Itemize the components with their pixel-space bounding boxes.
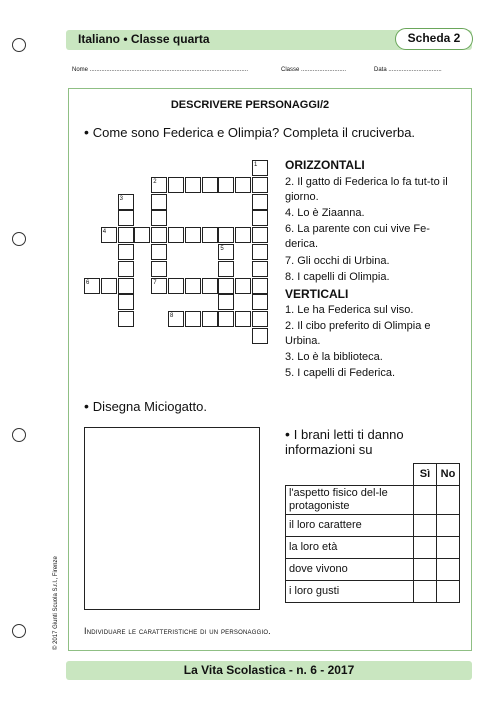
row-label: il loro carattere xyxy=(286,514,414,536)
checkbox-no[interactable] xyxy=(437,558,460,580)
checkbox-no[interactable] xyxy=(437,514,460,536)
crossword-cell[interactable] xyxy=(168,227,184,243)
date-field: Data ................................ xyxy=(374,67,442,73)
binder-hole-3 xyxy=(12,428,26,442)
column-si: Sì xyxy=(414,464,437,486)
clues-vertical-heading: VERTICALI xyxy=(285,287,349,301)
checkbox-si[interactable] xyxy=(414,514,437,536)
clue-v3: 3. Lo è la biblioteca. xyxy=(285,351,383,363)
question-draw-text: Disegna Miciogatto. xyxy=(92,399,207,414)
crossword-cell[interactable] xyxy=(252,311,268,327)
table-row xyxy=(286,558,460,580)
crossword-cell[interactable] xyxy=(252,194,268,210)
crossword-number: 3 xyxy=(119,195,123,202)
clue-h6: 6. La parente con cui vive Fe-derica. xyxy=(285,223,430,250)
crossword-cell[interactable] xyxy=(202,227,218,243)
checkbox-si[interactable] xyxy=(414,536,437,558)
clue-h4: 4. Lo è Ziaanna. xyxy=(285,207,365,219)
binder-hole-4 xyxy=(12,624,26,638)
crossword-number: 4 xyxy=(102,229,107,236)
crossword-cell[interactable] xyxy=(185,177,201,193)
clue-v5: 5. I capelli di Federica. xyxy=(285,367,396,379)
checkbox-no[interactable] xyxy=(437,485,460,514)
table-row xyxy=(286,514,460,536)
crossword-cell[interactable] xyxy=(235,177,251,193)
table-row xyxy=(286,485,460,514)
header-title: Italiano • Classe quarta xyxy=(78,32,210,46)
binder-hole-2 xyxy=(12,232,26,246)
crossword-number: 6 xyxy=(86,279,90,286)
row-label: la loro età xyxy=(286,536,414,558)
question-draw xyxy=(84,398,207,414)
crossword-cell[interactable] xyxy=(202,278,218,294)
bullet-icon: • xyxy=(84,124,93,140)
checkbox-no[interactable] xyxy=(437,536,460,558)
crossword-cell[interactable] xyxy=(118,244,134,260)
crossword-cell[interactable] xyxy=(235,227,251,243)
drawing-box[interactable] xyxy=(84,427,260,610)
crossword-cell[interactable] xyxy=(235,311,251,327)
worksheet-title: DESCRIVERE PERSONAGGI/2 xyxy=(170,99,330,111)
table-row xyxy=(286,536,460,558)
clue-h7: 7. Gli occhi di Urbina. xyxy=(285,255,390,267)
objective-note: Individuare le caratteristiche di un personaggio. xyxy=(84,626,271,636)
crossword-cell[interactable] xyxy=(218,177,234,193)
row-label: l'aspetto fisico del-le protagoniste xyxy=(286,485,414,514)
crossword-cell[interactable] xyxy=(185,278,201,294)
crossword-cell[interactable] xyxy=(151,261,167,277)
crossword-cell[interactable] xyxy=(168,177,184,193)
worksheet-tag: Scheda 2 xyxy=(395,28,473,50)
clue-h8: 8. I capelli di Olimpia. xyxy=(285,271,390,283)
row-label: i loro gusti xyxy=(286,580,414,602)
crossword-cell[interactable] xyxy=(118,261,134,277)
crossword-cell[interactable] xyxy=(185,311,201,327)
clue-v2: 2. Il cibo preferito di Olimpia e Urbina. xyxy=(285,320,431,347)
crossword-cell[interactable] xyxy=(134,227,150,243)
crossword-cell[interactable] xyxy=(118,278,134,294)
question-crossword xyxy=(84,124,415,140)
crossword-cell[interactable] xyxy=(218,294,234,310)
clue-h2: 2. Il gatto di Federica lo fa tut-to il giorno. xyxy=(285,176,448,203)
crossword-number: 7 xyxy=(153,279,157,286)
crossword-number: 5 xyxy=(220,246,224,252)
crossword-cell[interactable] xyxy=(118,311,134,327)
binder-hole-1 xyxy=(12,38,26,52)
crossword-cell[interactable] xyxy=(252,210,268,226)
crossword-cell[interactable] xyxy=(118,227,134,243)
crossword-cell[interactable] xyxy=(252,328,268,344)
info-table xyxy=(285,463,460,603)
crossword-cell[interactable] xyxy=(218,261,234,277)
crossword-cell[interactable] xyxy=(118,294,134,310)
crossword-cell[interactable] xyxy=(118,210,134,226)
crossword-cell[interactable] xyxy=(101,278,117,294)
crossword-cell[interactable] xyxy=(151,210,167,226)
crossword-cell[interactable] xyxy=(252,244,268,260)
column-no: No xyxy=(437,464,460,486)
checkbox-si[interactable] xyxy=(414,485,437,514)
checkbox-si[interactable] xyxy=(414,580,437,602)
crossword-cell[interactable] xyxy=(168,278,184,294)
crossword-cell[interactable] xyxy=(252,227,268,243)
question-crossword-text: Come sono Federica e Olimpia? Completa il cruciverba. xyxy=(92,125,416,140)
clues-horizontal-heading: ORIZZONTALI xyxy=(285,158,365,172)
crossword-cell[interactable] xyxy=(235,278,251,294)
question-info xyxy=(285,427,445,457)
header-bar xyxy=(66,30,472,50)
crossword-cell[interactable] xyxy=(185,227,201,243)
crossword-cell[interactable] xyxy=(151,244,167,260)
question-info-text: I brani letti ti danno informazioni su xyxy=(285,427,404,457)
table-header-row xyxy=(286,464,460,486)
name-field: Nome ............................................................................................... xyxy=(72,67,249,73)
crossword-cell[interactable] xyxy=(218,278,234,294)
crossword-cell[interactable] xyxy=(202,177,218,193)
checkbox-no[interactable] xyxy=(437,580,460,602)
crossword-cell[interactable] xyxy=(218,311,234,327)
clue-v1: 1. Le ha Federica sul viso. xyxy=(285,304,414,316)
crossword-cell[interactable] xyxy=(218,227,234,243)
bullet-icon: • xyxy=(285,426,294,442)
class-field: Classe ........................... xyxy=(281,67,347,73)
copyright: © 2017 Giunti Scuola S.r.l., Firenze xyxy=(53,556,59,650)
checkbox-si[interactable] xyxy=(414,558,437,580)
crossword-cell[interactable] xyxy=(252,261,268,277)
crossword-number: 8 xyxy=(170,313,174,320)
table-row xyxy=(286,580,460,602)
bullet-icon: • xyxy=(84,398,93,414)
crossword-cell[interactable] xyxy=(202,311,218,327)
crossword-number: 2 xyxy=(153,178,157,185)
crossword-cell[interactable] xyxy=(151,227,167,243)
crossword-number: 1 xyxy=(254,162,258,168)
row-label: dove vivono xyxy=(286,558,414,580)
crossword-cell[interactable] xyxy=(252,177,268,193)
crossword-cell[interactable] xyxy=(151,194,167,210)
crossword-cell[interactable] xyxy=(252,278,268,294)
crossword-cell[interactable] xyxy=(252,294,268,310)
footer-bar: La Vita Scolastica - n. 6 - 2017 xyxy=(66,661,472,680)
